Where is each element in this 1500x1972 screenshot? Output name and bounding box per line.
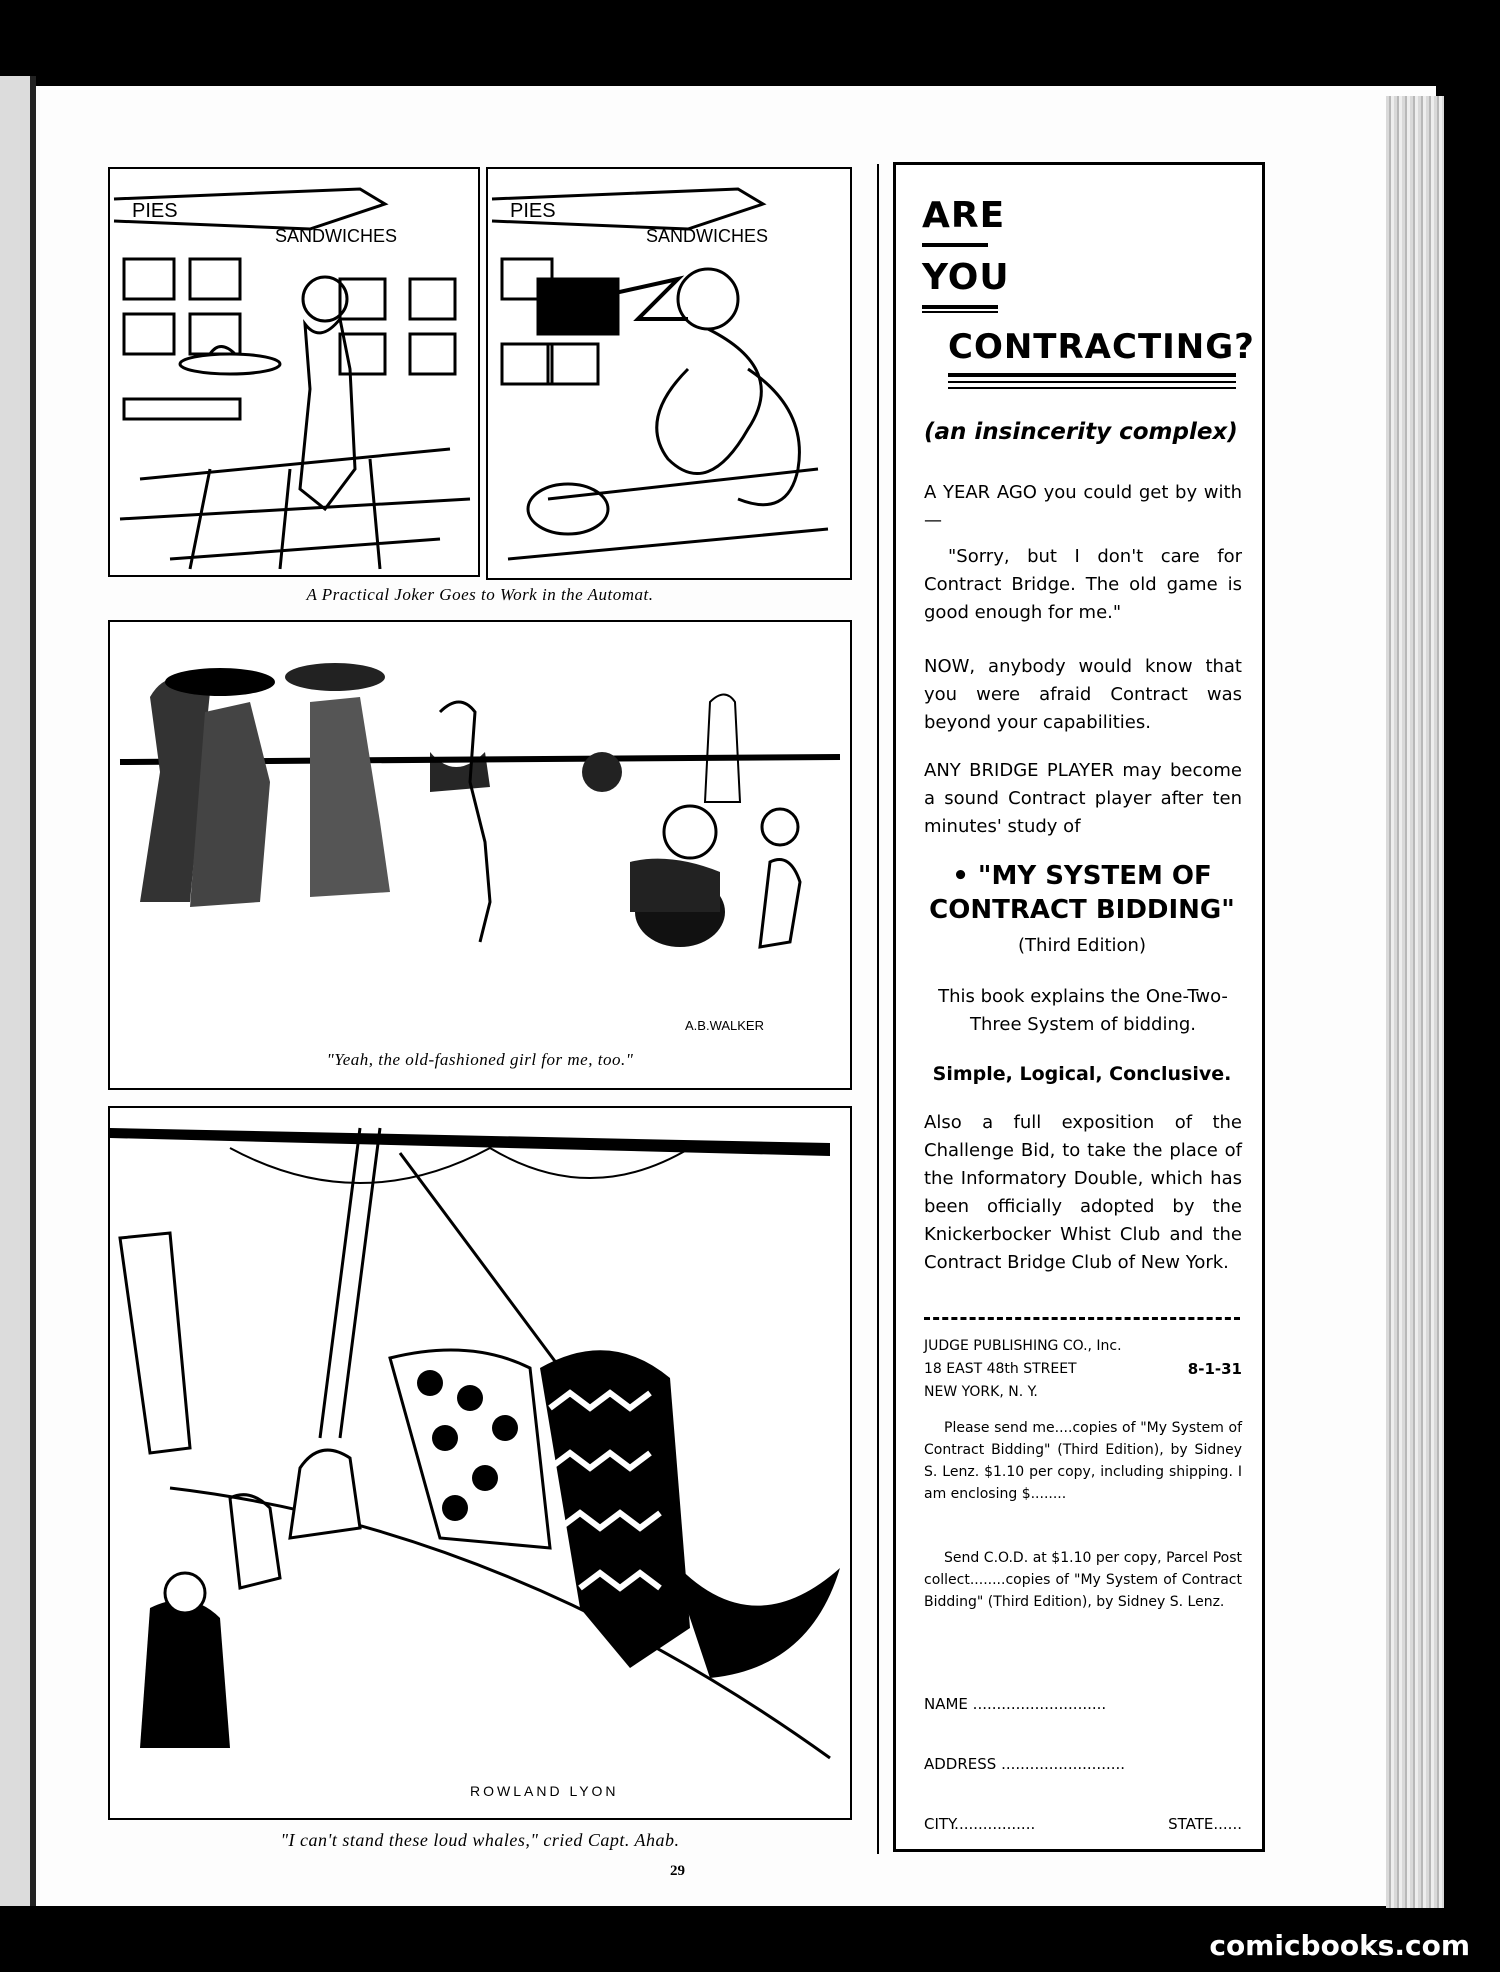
- page-stack-edge: [1386, 96, 1444, 1908]
- page-number: 29: [670, 1863, 685, 1879]
- pies-sign: PIES: [132, 200, 178, 222]
- edition-note: (Third Edition): [1018, 935, 1146, 956]
- publisher-name: JUDGE PUBLISHING CO., Inc.: [924, 1338, 1122, 1354]
- headline-underline: [922, 311, 998, 313]
- headline-underline: [948, 381, 1236, 383]
- pies-sign-2: PIES: [510, 200, 556, 222]
- street-row: [924, 1358, 1242, 1381]
- coupon-cut-line: [924, 1317, 1240, 1320]
- date-code: 8-1-31: [1187, 1360, 1242, 1378]
- cartoon1-caption: A Practical Joker Goes to Work in the Automat.: [306, 585, 654, 604]
- paragraph-now: NOW, anybody would know that you were afraid Contract was beyond your capabilities.: [924, 656, 1242, 733]
- tagline: Simple, Logical, Conclusive.: [932, 1063, 1232, 1085]
- name-field[interactable]: NAME ............................: [924, 1695, 1107, 1713]
- column-divider: [877, 164, 879, 1854]
- automat-drawing-right: [488, 169, 850, 578]
- headline-underline: [922, 305, 998, 309]
- state-field[interactable]: STATE......: [1168, 1815, 1242, 1833]
- sandwiches-sign: SANDWICHES: [275, 226, 398, 246]
- book-title-line1: • "MY SYSTEM OF: [952, 861, 1212, 891]
- cartoon2-panel: [108, 620, 852, 1090]
- beach-drawing: [110, 622, 850, 1088]
- paragraph-any-player: ANY BRIDGE PLAYER may become a sound Contract player after ten minutes' study of: [924, 760, 1242, 837]
- whale-drawing: [110, 1108, 850, 1818]
- headline-are: ARE: [922, 195, 1006, 236]
- watermark: comicbooks.com: [1209, 1929, 1470, 1962]
- city-field[interactable]: CITY.................: [924, 1815, 1036, 1833]
- paragraph-year-ago: A YEAR AGO you could get by with—: [924, 482, 1242, 531]
- cartoon2-caption: "Yeah, the old-fashioned girl for me, too.": [326, 1050, 634, 1069]
- automat-drawing-left: [110, 169, 478, 575]
- headline-you: YOU: [922, 257, 1010, 298]
- headline-underline: [922, 243, 988, 247]
- headline-underline: [948, 387, 1236, 389]
- cartoon3-caption: "I can't stand these loud whales," cried Capt. Ahab.: [280, 1830, 680, 1850]
- left-page-edge: [0, 76, 36, 1906]
- book-title-line2: CONTRACT BIDDING": [929, 895, 1235, 925]
- cartoon3-panel: [108, 1106, 852, 1820]
- order-text-cod: Send C.O.D. at $1.10 per copy, Parcel Post collect........copies of "My System of Contract Bidding" (Third Edition), by Sidney S. Lenz.: [924, 1550, 1242, 1610]
- paragraph-quote: "Sorry, but I don't care for Contract Bridge. The old game is good enough for me.": [924, 546, 1242, 623]
- address-field[interactable]: ADDRESS ..........................: [924, 1755, 1126, 1773]
- publisher-address: [924, 1335, 1242, 1404]
- publisher-city: NEW YORK, N. Y.: [924, 1384, 1038, 1400]
- headline-contracting: CONTRACTING?: [948, 327, 1255, 367]
- publisher-street: 18 EAST 48th STREET: [924, 1361, 1077, 1377]
- city-state-row: [924, 1815, 1242, 1833]
- book-title: [916, 859, 1248, 927]
- artist-signature-lyon: ROWLAND LYON: [470, 1783, 619, 1799]
- subhead: (an insincerity complex): [924, 419, 1238, 445]
- paragraph-explains: This book explains the One-Two-Three System of bidding.: [938, 986, 1228, 1035]
- artist-signature-walker: A.B.WALKER: [685, 1018, 764, 1033]
- headline-underline: [948, 373, 1236, 377]
- sandwiches-sign-2: SANDWICHES: [646, 226, 769, 246]
- paragraph-challenge-bid: Also a full exposition of the Challenge Bid, to take the place of the Informatory Double, which has been officially adopted by the Knickerbocker Whist Club and the Contract Bridge Club of New York.: [924, 1112, 1242, 1273]
- order-text-prepaid: Please send me....copies of "My System of Contract Bidding" (Third Edition), by Sidney S. Lenz. $1.10 per copy, including shipping. I am enclosing $........: [924, 1420, 1242, 1502]
- cartoon1-panel-left: [108, 167, 480, 577]
- bridge-book-advertisement: [893, 162, 1265, 1852]
- cartoon1-panel-right: [486, 167, 852, 580]
